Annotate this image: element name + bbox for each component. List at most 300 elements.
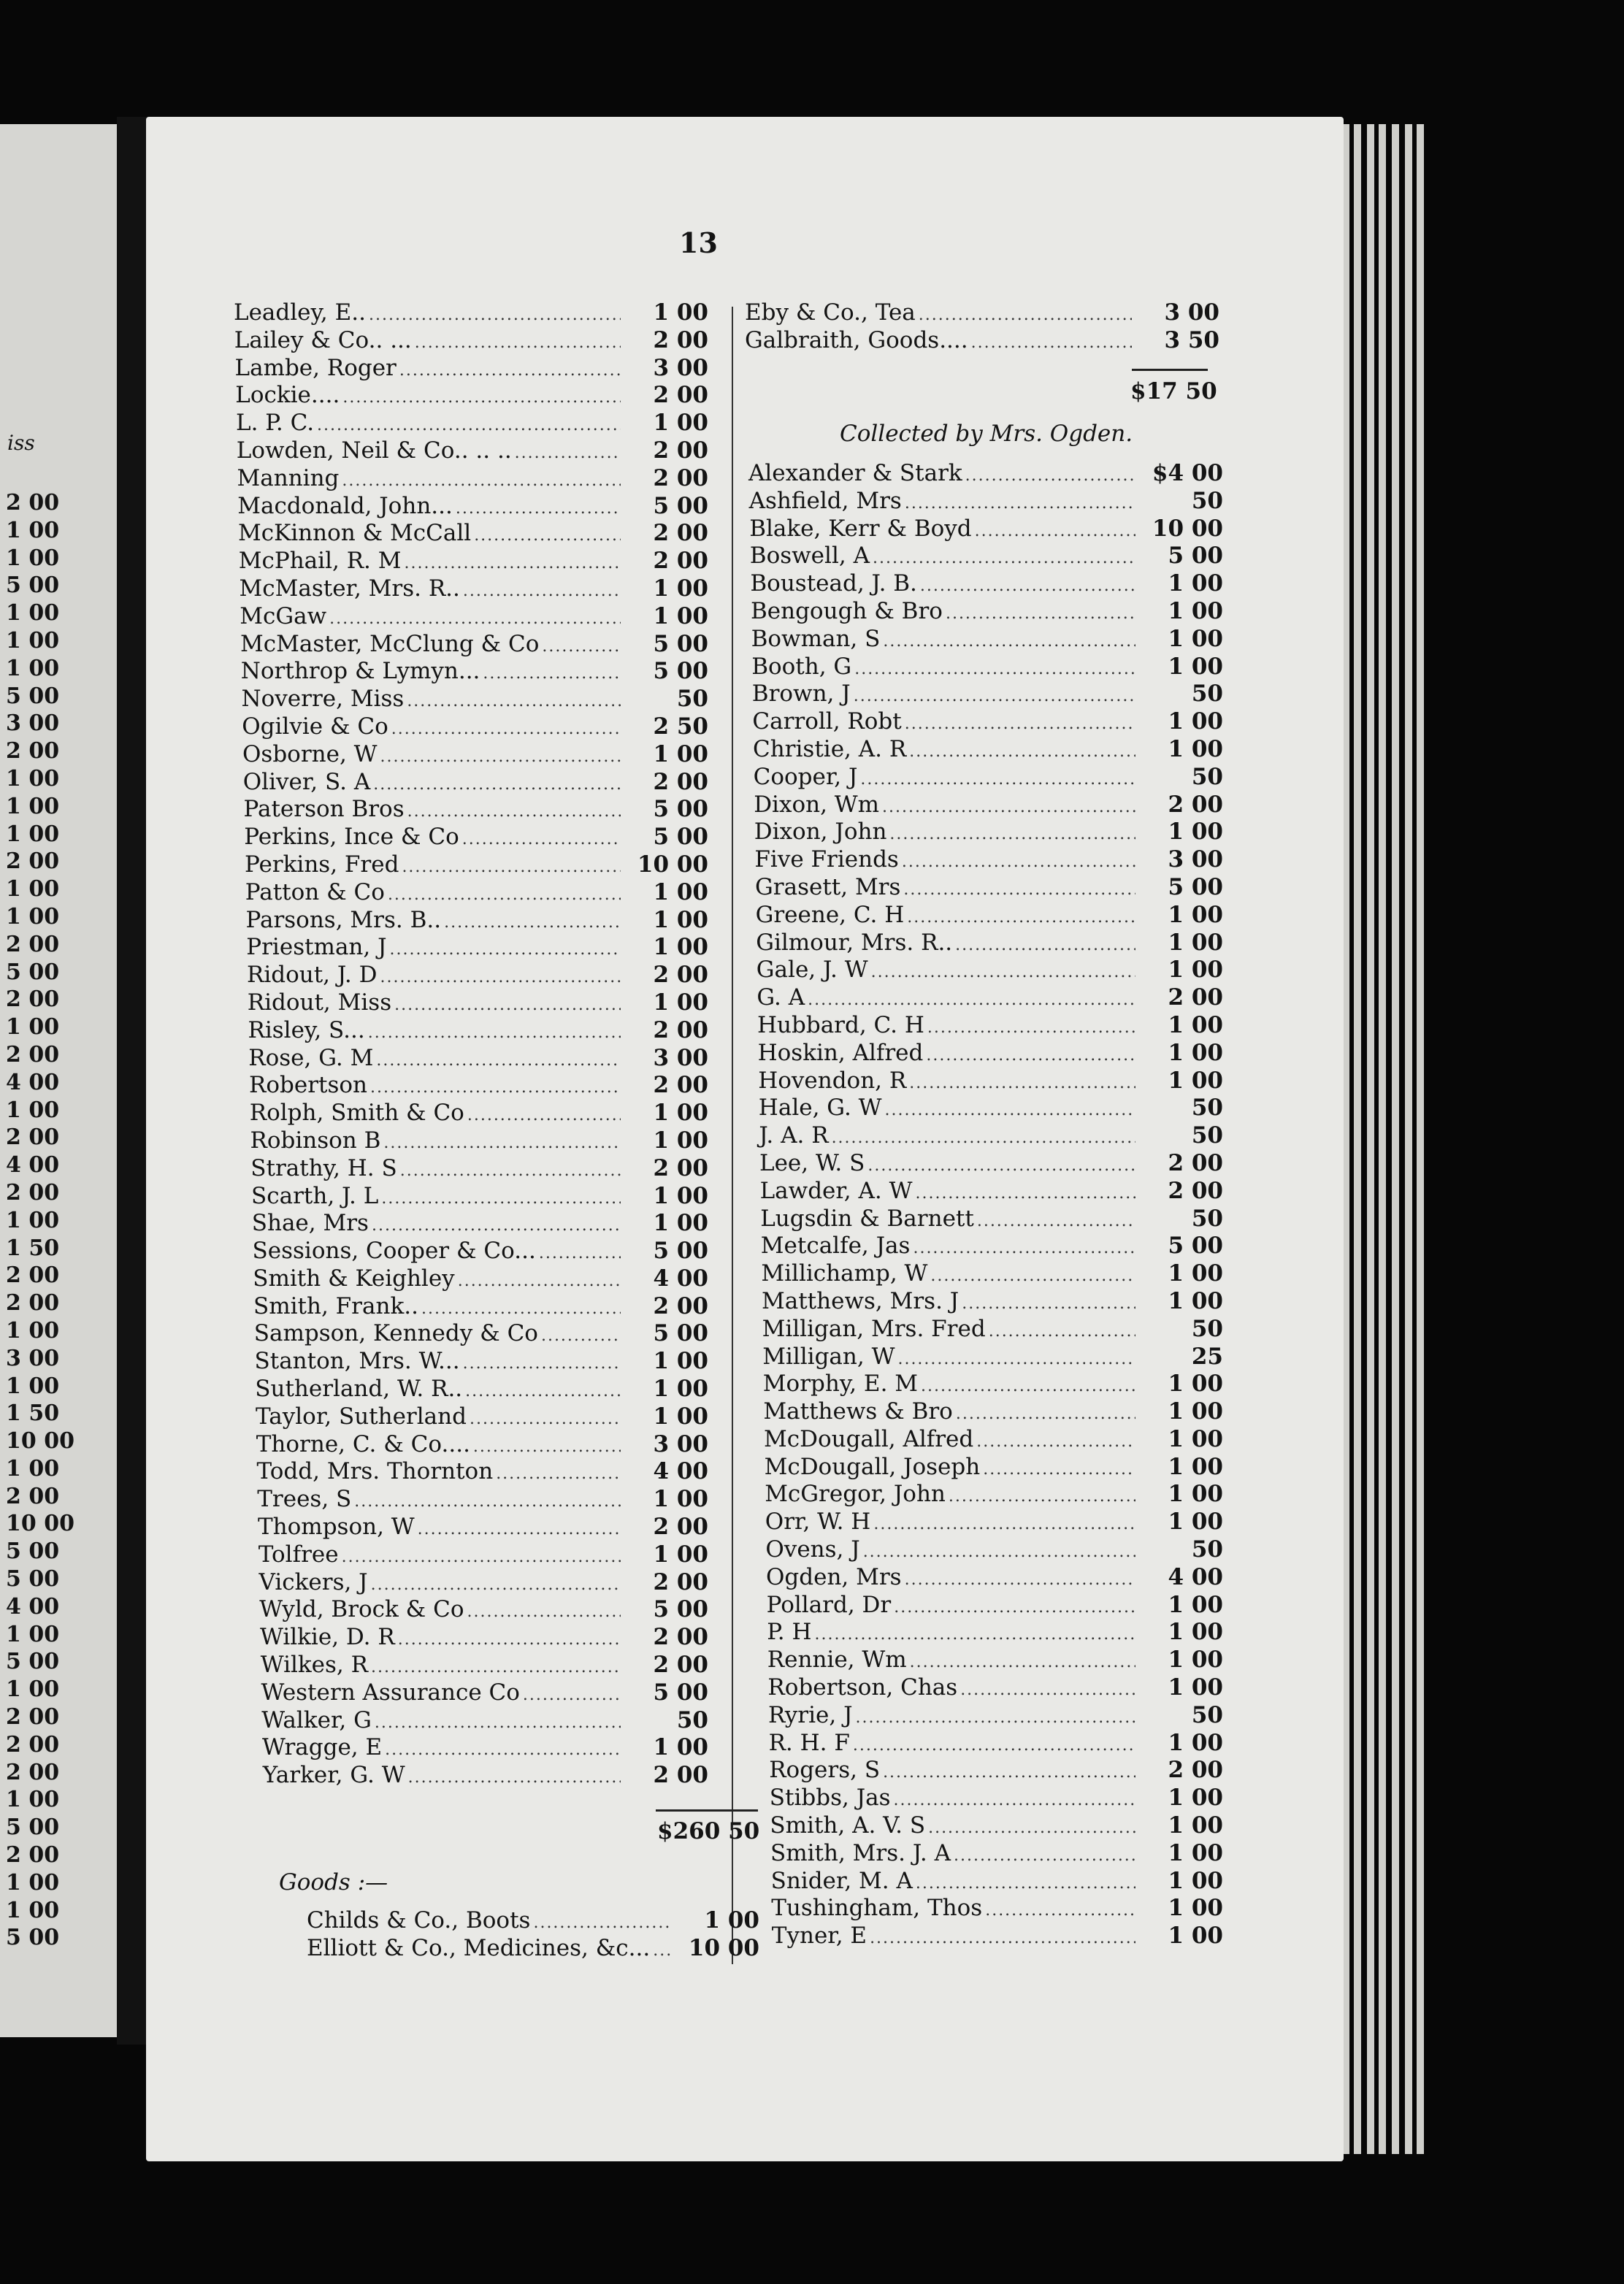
subscriber-name: Parsons, Mrs. B.. xyxy=(245,906,442,933)
facing-page-amount: 5 00 xyxy=(6,1538,60,1565)
list-entry xyxy=(768,1702,1223,1730)
subscriber-name: Sessions, Cooper & Co... xyxy=(252,1238,536,1265)
left-column-total: $260 50 xyxy=(657,1818,760,1844)
facing-page-fragment xyxy=(0,124,130,2037)
subscriber-name: Ashfield, Mrs xyxy=(748,487,902,514)
facing-page-amount: 1 00 xyxy=(6,1897,60,1923)
list-entry xyxy=(760,1206,1223,1233)
dot-leader xyxy=(395,1626,621,1654)
dot-leader xyxy=(907,1649,1135,1676)
subscriber-name: Thompson, W xyxy=(258,1514,415,1541)
donation-amount: 1 00 xyxy=(653,1100,708,1127)
facing-page-amount: 1 00 xyxy=(6,903,60,930)
list-entry xyxy=(766,1564,1223,1592)
subscriber-name: Blake, Kerr & Boyd xyxy=(749,515,972,542)
donation-amount: 5 00 xyxy=(1168,543,1223,570)
donation-amount: $4 00 xyxy=(1152,460,1223,486)
subscriber-name: Robertson, Chas xyxy=(767,1674,958,1701)
donation-amount: 2 00 xyxy=(1168,1149,1223,1176)
subscriber-name: Leadley, E.. xyxy=(234,299,366,326)
subscriber-name: Cooper, J xyxy=(753,763,858,790)
subscriber-name: Grasett, Mrs xyxy=(755,873,901,900)
dot-leader xyxy=(373,1047,621,1075)
dot-leader xyxy=(867,1925,1135,1952)
dot-leader xyxy=(910,1235,1135,1262)
donation-amount: 1 00 xyxy=(1168,1812,1223,1839)
donation-amount: 1 00 xyxy=(1168,929,1223,956)
list-entry xyxy=(245,851,708,879)
subscriber-name: Ridout, J. D xyxy=(247,962,378,989)
donation-amount: 2 00 xyxy=(653,1568,708,1595)
list-entry xyxy=(246,907,709,935)
dot-leader xyxy=(538,1322,621,1350)
dot-leader xyxy=(418,1295,621,1323)
donation-amount: 50 xyxy=(1191,1095,1223,1122)
list-entry xyxy=(756,902,1223,930)
donation-amount: 5 00 xyxy=(653,796,708,823)
dot-leader xyxy=(879,794,1135,821)
donation-amount: 2 00 xyxy=(1168,984,1223,1011)
facing-page-amount: 4 00 xyxy=(6,1152,60,1179)
list-entry xyxy=(769,1757,1223,1785)
list-entry xyxy=(261,1707,708,1735)
list-entry xyxy=(751,626,1223,654)
subscriber-name: Lugsdin & Barnett xyxy=(760,1205,974,1232)
dot-leader xyxy=(882,1097,1135,1124)
dot-leader xyxy=(902,490,1135,518)
dot-leader xyxy=(982,1897,1135,1925)
donation-amount: 2 50 xyxy=(653,713,708,740)
donation-amount: 2 00 xyxy=(1168,1177,1223,1204)
subscriber-name: Hovendon, R xyxy=(758,1067,907,1094)
dot-leader xyxy=(943,600,1135,628)
donation-amount: 50 xyxy=(676,1706,708,1733)
subscriber-name: Robinson B xyxy=(250,1127,381,1154)
list-entry xyxy=(262,1734,708,1762)
dot-leader xyxy=(455,1268,621,1295)
list-entry xyxy=(771,1895,1223,1923)
subscriber-name: Snider, M. A xyxy=(770,1867,913,1894)
facing-page-amount: 1 00 xyxy=(6,1014,60,1041)
facing-page-amount: 1 00 xyxy=(6,1455,60,1482)
facing-page-amount: 1 00 xyxy=(6,1207,60,1233)
donation-amount: 50 xyxy=(1191,1122,1223,1149)
donation-amount: 2 00 xyxy=(653,464,708,491)
donation-amount: 1 00 xyxy=(653,1210,708,1237)
donation-amount: 1 00 xyxy=(1168,1011,1223,1038)
subscriber-name: Bengough & Bro xyxy=(751,597,943,624)
dot-leader xyxy=(857,766,1135,794)
column-divider xyxy=(732,307,733,1964)
donation-amount: 5 00 xyxy=(653,630,708,657)
subscriber-name: Galbraith, Goods.... xyxy=(745,326,968,353)
dot-leader xyxy=(339,1544,621,1571)
dot-leader xyxy=(467,1406,621,1433)
dot-leader xyxy=(391,992,621,1019)
donation-amount: 2 00 xyxy=(1168,791,1223,818)
facing-page-amount: 1 00 xyxy=(6,1317,60,1344)
subscriber-name: Dixon, Wm xyxy=(754,791,880,818)
donation-amount: 1 00 xyxy=(1168,735,1223,762)
subscriber-name: Todd, Mrs. Thornton xyxy=(256,1458,494,1485)
list-entry xyxy=(247,962,708,989)
dot-leader xyxy=(382,1736,621,1764)
subscriber-name: Thorne, C. & Co.... xyxy=(256,1430,470,1457)
dot-leader xyxy=(902,710,1135,738)
right-top-total-rule xyxy=(1132,369,1208,371)
list-entry xyxy=(250,1155,708,1183)
list-entry xyxy=(244,796,709,824)
list-entry xyxy=(762,1344,1223,1371)
facing-page-amount: 2 00 xyxy=(6,1179,60,1206)
donation-amount: 5 00 xyxy=(653,1238,708,1265)
donation-amount: 5 00 xyxy=(653,1596,708,1623)
facing-page-amount: 2 00 xyxy=(6,1759,60,1785)
list-entry xyxy=(258,1514,708,1541)
donation-amount: 1 00 xyxy=(653,1127,708,1154)
donation-amount: 1 00 xyxy=(1168,957,1223,984)
dot-leader xyxy=(880,1759,1135,1787)
dot-leader xyxy=(351,1488,621,1516)
facing-page-amount: 5 00 xyxy=(6,1566,60,1593)
subscriber-name: Scarth, J. L xyxy=(251,1182,379,1209)
subscriber-name: Shae, Mrs xyxy=(251,1210,369,1237)
dot-leader xyxy=(900,876,1135,904)
list-entry xyxy=(767,1619,1223,1647)
facing-page-amount: 1 00 xyxy=(6,655,60,681)
donation-amount: 1 00 xyxy=(1168,1729,1223,1756)
dot-leader xyxy=(851,683,1135,710)
list-entry xyxy=(255,1348,709,1376)
dot-leader xyxy=(974,1208,1135,1235)
donation-amount: 1 00 xyxy=(1168,1067,1223,1094)
list-entry xyxy=(245,879,708,907)
facing-page-amount: 1 00 xyxy=(6,1676,60,1703)
list-entry xyxy=(753,736,1223,764)
dot-leader xyxy=(365,1019,621,1047)
dot-leader xyxy=(853,1704,1135,1732)
facing-page-amount: 2 00 xyxy=(6,1731,60,1758)
list-entry xyxy=(248,1017,709,1045)
subscriber-name: Risley, S... xyxy=(248,1016,365,1043)
list-entry xyxy=(760,1178,1223,1206)
list-entry xyxy=(243,769,708,797)
list-entry xyxy=(754,792,1223,819)
dot-leader xyxy=(536,1240,621,1268)
list-entry xyxy=(257,1458,709,1486)
donation-amount: 50 xyxy=(676,686,708,713)
dot-leader xyxy=(972,518,1135,545)
donation-amount: 1 00 xyxy=(653,1376,708,1403)
dot-leader xyxy=(927,1262,1135,1290)
facing-page-amount: 1 00 xyxy=(6,600,60,626)
dot-leader xyxy=(380,1130,621,1157)
list-entry xyxy=(754,764,1223,792)
dot-leader xyxy=(851,656,1135,683)
subscriber-name: Lee, W. S xyxy=(759,1149,865,1176)
subscriber-name: Sutherland, W. R.. xyxy=(255,1376,463,1403)
donation-amount: 2 00 xyxy=(653,1652,708,1679)
subscriber-name: Alexander & Stark xyxy=(748,460,962,486)
list-entry xyxy=(242,713,708,741)
donation-amount: 4 00 xyxy=(653,1265,708,1292)
facing-page-amount: 2 00 xyxy=(6,1704,60,1731)
subscriber-name: J. A. R xyxy=(759,1122,829,1149)
donation-amount: 1 00 xyxy=(1168,653,1223,680)
list-entry xyxy=(763,1398,1223,1426)
list-entry xyxy=(754,846,1223,874)
list-entry xyxy=(751,598,1223,626)
facing-page-amount: 5 00 xyxy=(6,683,60,709)
list-entry xyxy=(749,516,1223,543)
dot-leader xyxy=(860,1538,1135,1566)
list-entry xyxy=(754,819,1223,846)
subscriber-name: Yarker, G. W xyxy=(262,1762,405,1789)
dot-leader xyxy=(480,660,621,688)
facing-page-amount: 1 00 xyxy=(6,517,60,543)
subscriber-name: Tolfree xyxy=(258,1541,339,1568)
list-entry xyxy=(261,1652,708,1679)
donation-amount: 1 00 xyxy=(1168,1425,1223,1452)
subscriber-name: Gilmour, Mrs. R.. xyxy=(756,929,953,956)
donation-amount: 1 00 xyxy=(1168,708,1223,735)
donation-amount: 5 00 xyxy=(653,1679,708,1706)
dot-leader xyxy=(412,329,621,357)
donation-amount: 5 00 xyxy=(653,492,708,519)
facing-page-amount: 1 50 xyxy=(6,1400,60,1427)
page-number: 13 xyxy=(679,226,718,259)
list-entry xyxy=(242,741,708,769)
subscriber-name: Tyner, E xyxy=(771,1923,867,1950)
list-entry xyxy=(765,1536,1223,1564)
donation-amount: 1 00 xyxy=(1168,1371,1223,1398)
donation-amount: 10 00 xyxy=(1152,515,1223,542)
donation-amount: 2 00 xyxy=(1168,1757,1223,1784)
list-entry xyxy=(757,957,1223,984)
dot-leader xyxy=(339,467,621,495)
facing-page-amount: 1 00 xyxy=(6,793,60,819)
donation-amount: 2 00 xyxy=(653,962,708,989)
subscriber-name: Wragge, E xyxy=(262,1734,383,1761)
dot-leader xyxy=(899,848,1135,876)
subscriber-name: Patton & Co xyxy=(245,878,385,905)
facing-page-amount: 2 00 xyxy=(6,986,60,1013)
list-entry xyxy=(250,1100,708,1127)
donation-amount: 1 00 xyxy=(1168,625,1223,652)
list-entry xyxy=(767,1674,1223,1702)
dot-leader xyxy=(377,964,621,992)
list-entry xyxy=(748,460,1223,488)
list-entry xyxy=(237,437,708,465)
facing-page-amount: 2 00 xyxy=(6,1041,60,1068)
dot-leader xyxy=(405,798,621,826)
donation-amount: 1 00 xyxy=(1168,1867,1223,1894)
dot-leader xyxy=(904,904,1135,932)
donation-amount: 3 00 xyxy=(1164,299,1219,326)
list-entry xyxy=(235,355,709,383)
subscriber-name: Ogden, Mrs xyxy=(766,1563,902,1590)
dot-leader xyxy=(539,633,621,661)
subscriber-name: Orr, W. H xyxy=(765,1509,871,1536)
list-entry xyxy=(239,548,708,575)
subscriber-name: Metcalfe, Jas xyxy=(760,1233,911,1260)
donation-amount: 1 00 xyxy=(1168,1509,1223,1536)
facing-page-amount: 4 00 xyxy=(6,1593,60,1620)
subscriber-name: Elliott & Co., Medicines, &c... xyxy=(307,1934,651,1961)
subscriber-name: Lockie.... xyxy=(235,382,340,409)
subscriber-name: Eby & Co., Tea xyxy=(745,299,916,326)
facing-page-amount: 5 00 xyxy=(6,1925,60,1951)
donation-amount: 1 00 xyxy=(1168,819,1223,846)
dot-leader xyxy=(812,1621,1135,1649)
subscriber-name: Osborne, W xyxy=(242,740,378,767)
facing-page-amount: 3 00 xyxy=(6,710,60,737)
dot-leader xyxy=(530,1909,672,1937)
dot-leader xyxy=(368,1571,621,1599)
subscriber-name: L. P. C. xyxy=(236,410,315,437)
list-entry xyxy=(257,1486,708,1514)
facing-page-amount: 1 00 xyxy=(6,876,60,903)
list-entry xyxy=(236,410,708,437)
list-entry xyxy=(762,1316,1223,1344)
subscriber-name: Paterson Bros xyxy=(243,796,405,823)
donation-amount: 1 00 xyxy=(1168,1287,1223,1314)
list-entry xyxy=(759,1095,1223,1122)
subscriber-name: Milligan, Mrs. Fred xyxy=(762,1315,986,1342)
list-entry xyxy=(763,1371,1223,1398)
subscriber-name: Lowden, Neil & Co.. .. .. xyxy=(236,437,512,464)
dot-leader xyxy=(372,1709,621,1737)
list-entry xyxy=(764,1426,1223,1454)
facing-page-amount: 2 00 xyxy=(6,1290,60,1317)
dot-leader xyxy=(868,959,1135,986)
donation-amount: 10 00 xyxy=(688,1934,759,1961)
list-entry xyxy=(248,1045,708,1073)
dot-leader xyxy=(453,495,621,523)
donation-amount: 1 00 xyxy=(653,1403,708,1430)
donation-amount: 1 00 xyxy=(1168,1785,1223,1812)
donation-amount: 1 00 xyxy=(704,1907,759,1934)
donation-amount: 5 00 xyxy=(1168,1233,1223,1260)
facing-page-amount: 10 00 xyxy=(6,1428,74,1455)
facing-page-amount: 5 00 xyxy=(6,572,60,599)
dot-leader xyxy=(891,1787,1135,1814)
facing-page-amount: 1 00 xyxy=(6,627,60,654)
subscriber-name: Sampson, Kennedy & Co xyxy=(253,1320,538,1347)
donation-amount: 2 00 xyxy=(653,1762,708,1789)
dot-leader xyxy=(460,1350,621,1378)
dot-leader xyxy=(512,440,621,467)
facing-page-amount: 1 50 xyxy=(6,1235,60,1261)
list-entry xyxy=(769,1730,1223,1758)
list-entry xyxy=(259,1569,709,1597)
dot-leader xyxy=(923,1042,1135,1070)
subscriber-name: Oliver, S. A xyxy=(242,768,371,795)
subscriber-name: P. H xyxy=(767,1619,812,1646)
facing-page-amount: 2 00 xyxy=(6,1842,60,1869)
list-entry xyxy=(307,1935,759,1963)
dot-leader xyxy=(952,932,1135,959)
list-entry xyxy=(240,603,708,631)
list-entry xyxy=(248,989,708,1017)
list-entry xyxy=(767,1647,1223,1674)
subscriber-name: Greene, C. H xyxy=(755,901,905,928)
left-total-rule xyxy=(656,1809,758,1812)
subscriber-name: Tushingham, Thos xyxy=(771,1895,983,1922)
subscriber-name: Wilkes, R xyxy=(260,1652,368,1679)
dot-leader xyxy=(402,550,621,578)
donation-amount: 2 00 xyxy=(653,326,708,353)
dot-leader xyxy=(829,1124,1135,1152)
donation-amount: 1 00 xyxy=(1168,1674,1223,1701)
donation-amount: 50 xyxy=(1191,1205,1223,1232)
donation-amount: 10 00 xyxy=(637,851,708,878)
list-entry xyxy=(758,1068,1223,1095)
list-entry xyxy=(252,1210,708,1238)
subscriber-name: Childs & Co., Boots xyxy=(307,1907,531,1934)
list-entry xyxy=(759,1150,1223,1178)
donation-amount: 50 xyxy=(1191,1701,1223,1728)
dot-leader xyxy=(650,1937,672,1965)
dot-leader xyxy=(314,412,621,440)
donation-amount: 2 00 xyxy=(653,1292,708,1319)
dot-leader xyxy=(464,1102,621,1130)
subscriber-name: Stanton, Mrs. W... xyxy=(254,1348,460,1375)
subscriber-name: Carroll, Robt xyxy=(752,708,902,735)
donation-amount: 3 00 xyxy=(653,1430,708,1457)
list-entry xyxy=(770,1785,1223,1812)
dot-leader xyxy=(459,826,621,854)
dot-leader xyxy=(397,1157,621,1185)
facing-page-amount: 1 00 xyxy=(6,1373,60,1399)
list-entry xyxy=(251,1183,708,1211)
subscriber-name: Five Friends xyxy=(754,846,899,873)
subscriber-name: Bowman, S xyxy=(751,625,881,652)
list-entry xyxy=(765,1454,1223,1482)
dot-leader xyxy=(986,1318,1135,1346)
list-entry xyxy=(240,631,708,659)
list-entry xyxy=(237,493,708,521)
dot-leader xyxy=(917,572,1135,600)
list-entry xyxy=(250,1127,709,1155)
dot-leader xyxy=(397,357,621,385)
donation-amount: 2 00 xyxy=(653,437,708,464)
list-entry xyxy=(237,465,709,493)
donation-amount: 1 00 xyxy=(653,299,708,326)
right-top-total: $17 50 xyxy=(1130,378,1217,405)
subscriber-name: McMaster, McClung & Co xyxy=(240,630,540,657)
subscriber-name: Smith, Frank.. xyxy=(253,1292,418,1319)
subscriber-list-right xyxy=(748,460,1223,1950)
list-entry xyxy=(757,1012,1223,1040)
list-entry xyxy=(761,1260,1223,1288)
subscriber-name: Booth, G xyxy=(751,653,852,680)
dot-leader xyxy=(464,1598,621,1626)
list-entry xyxy=(246,934,708,962)
dot-leader xyxy=(404,688,621,716)
donation-amount: 1 00 xyxy=(653,878,708,905)
dot-leader xyxy=(850,1732,1135,1760)
facing-page-amount: 1 00 xyxy=(6,1097,60,1123)
dot-leader xyxy=(368,1654,621,1682)
subscriber-name: Smith & Keighley xyxy=(253,1265,455,1292)
donation-amount: 5 00 xyxy=(653,824,708,851)
dot-leader xyxy=(340,384,621,412)
dot-leader xyxy=(968,329,1132,357)
right-top-entries xyxy=(745,299,1219,355)
subscriber-name: Stibbs, Jas xyxy=(769,1785,891,1812)
dot-leader xyxy=(470,1433,621,1461)
